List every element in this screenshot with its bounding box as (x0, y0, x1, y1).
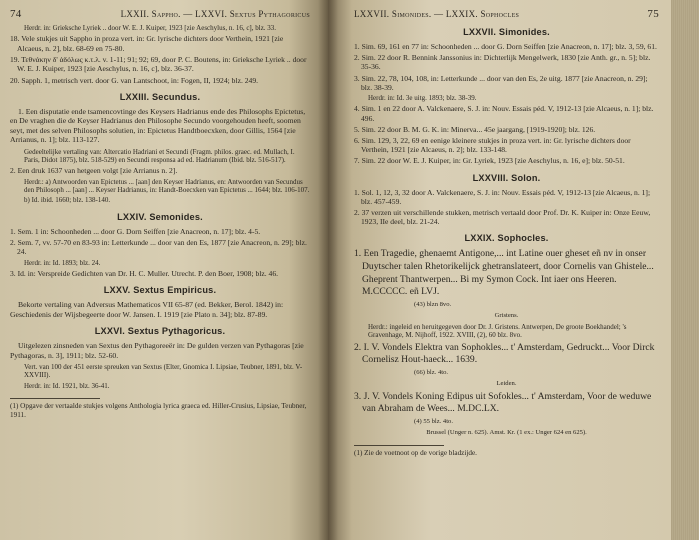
top-line: 18. Vele stukjes uit Sappho in proza vert. in: Gr. lyrische dichters door Verthein, 1921 [zie Alcaeus, n. 2], blz. 68-69 en 75-80. (10, 34, 284, 53)
secundus-note: Gedeeltelijke vertaling van: Altercatio Hadriani et Secundi (Fragm. philos. graec. ed. Mullach, I. Paris, Didot 1875), blz. 518-529) en Secundi responsa ad ed. Hadrianum (Ibid. blz. 516-517). (24, 147, 295, 164)
right-running-head (354, 8, 659, 20)
sophocles-entry: 2. I. V. Vondels Elektra van Sophokles... t' Amsterdam, Gedruckt... Voor Dirck Cornelisz Hout-haeck... 1639. (354, 341, 655, 366)
semonides-entry: 1. Sem. 1 in: Schoonheden ... door G. Dorn Seiffen [zie Anacreon, n. 17]; blz. 4-5. (10, 226, 261, 236)
sophocles-entry: 1. Een Tragedie, ghenaemt Antigone,... int Latine ouer gheset eñ nv in onser Duytscher talen Rhetorikelijck ghetranslateert, door Cornelis van Ghistele... Gheprent Thantwerpen... Bi my Symon Cock. Int iaer ons Heeren. M.CCCCC. eñ LVJ. (354, 248, 654, 298)
left-footnote: (1) Opgave der vertaalde stukjes volgens Anthologia lyrica graeca ed. Hiller-Crusius, Lipsiae, Teubner, 1911. (10, 402, 307, 420)
right-footnote: (1) Zie de voetnoot op de vorige bladzijde. (354, 449, 477, 458)
left-page-number: 74 (10, 8, 22, 20)
sophocles-note: (43) blzn 8vo. (414, 300, 452, 308)
simonides-entry: 4. Sim. 1 en 22 door A. Valckenaere, S. J. in: Nouv. Essais péd. V, 1912-13 [zie Alcaeus, n. 1]; blz. 496. (354, 104, 654, 123)
solon-entry: 1. Sol. 1, 12, 3, 32 door A. Valckenaere, S. J. in: Nouv. Essais péd. V, 1912-13 [zie Alcaeus, n. 1]; blz. 457-459. (354, 187, 651, 206)
right-running-title: LXXVII. Simonides. — LXXIX. Sophocles (354, 9, 520, 19)
sophocles-herdr: Herdr.: ingeleid en heruitgegeven door Dr. J. Gristens. Antwerpen, De groote Boekhandel; 's Gravenhage, M. Nijhoff, 1922. XVIII, (2), 60 blz. 8vo. (368, 322, 627, 340)
simonides-entry: 1. Sim. 69, 161 en 77 in: Schoonheden ... door G. Dorn Seiffen [zie Anacreon, n. 17]; blz. 3, 59, 61. (354, 42, 657, 51)
footnote-rule (10, 398, 100, 399)
simonides-herdr: Herdr. in: Id. 3e uitg. 1893; blz. 38-39. (368, 94, 477, 103)
semonides-entry: 2. Sem. 7, vv. 57-70 en 83-93 in: Letterkunde ... door van den Es, 1877 [zie Anacreon, n. 29]; blz. 24. (10, 238, 307, 257)
sophocles-note: (4) 55 blz. 4to. (414, 418, 454, 426)
secundus-herdr: Herdr.: a) Antwoorden van Epictetus ... [aan] den Keyser Hadrianus, en: Antwoorden van Secundus den Philosoph ... [aan] ... Keyser Hadrianus, in: Handt-Boecxken van Epictetus ... 1644; blz. 106-107. (24, 177, 310, 195)
section-heading-sextus-pythagoricus: LXXVI. Sextus Pythagoricus. (94, 326, 226, 337)
sextus-pythagoricus-entry: Uitgelezen zinsneden van Sextus den Pythagoreeër in: De gulden verzen van Pythagoras [zie Pythagoras, n. 3], 1911; blz. 52-60. (10, 341, 304, 360)
left-running-head (10, 8, 310, 20)
top-line: Herdr. in: Grieksche Lyriek .. door W. E. J. Kuiper, 1923 [zie Aeschylus, n. 16, c], blz. 33. (24, 24, 277, 32)
sophocles-entry: 3. J. V. Vondels Koning Edipus uit Sofokles... t' Amsterdam, Voor de weduwe van Abraham de Wees... M.DC.LX. (354, 390, 652, 415)
sophocles-note: Brussel (Unger n. 625). Amst. Kr. (1 ex.: Unger 624 en 625). (426, 429, 587, 437)
page-edges (671, 0, 699, 540)
simonides-entry: 3. Sim. 22, 78, 104, 108, in: Letterkunde ... door van den Es, 2e uitg. 1877 [zie Anacreon, n. 29]; blz. 38-39. (354, 73, 648, 92)
sophocles-note: Gristens. (494, 311, 519, 319)
section-heading-semonides: LXXIV. Semonides. (117, 211, 203, 222)
sophocles-note: (66) blz. 4to. (414, 368, 449, 376)
sophocles-note: Leiden. (496, 379, 517, 387)
semonides-entry: 3. Id. in: Verspreide Gedichten van Dr. H. C. Muller. Utrecht. P. den Boer, 1908; blz. 46. (10, 269, 279, 279)
simonides-entry: 2. Sim. 22 door R. Bennink Janssonius in: Dichterlijk Mengelwerk, 1830 [zie Anth. gr., n. 5]; blz. 35-36. (354, 53, 651, 72)
top-line: 19. Τεθνάκην δ' ἀδόλως κ.τ.λ. v. 1-11; 91; 92; 69, door P. C. Boutens, in: Grieksche Lyriek .. door W. E. J. Kuiper, 1923 [zie Aeschylus, n. 16, c], blz. 36-37. (10, 55, 307, 74)
solon-entry: 2. 37 verzen uit verschillende stukken, metrisch vertaald door Prof. Dr. K. Kuiper in: Onze Eeuw, 1923, IIe deel, blz. 21-24. (354, 208, 651, 227)
section-heading-sextus-empiricus: LXXV. Sextus Empiricus. (103, 285, 217, 296)
top-line: 20. Sapph. 1, metrisch vert. door G. van Lantschoot, in: Fogen, II, 1924; blz. 249. (10, 75, 259, 85)
right-page-number: 75 (647, 8, 659, 20)
right-page (328, 0, 671, 540)
left-page (0, 0, 328, 540)
section-heading-simonides: LXXVII. Simonides. (463, 27, 550, 37)
secundus-herdr: b) Id. ibid. 1660; blz. 138-140. (24, 196, 111, 205)
simonides-entry: 5. Sim. 22 door B. M. G. K. in: Minerva... 45e jaargang, [1919-1920]; blz. 126. (354, 124, 596, 134)
section-heading-sophocles: LXXIX. Sophocles. (464, 233, 549, 244)
simonides-entry: 7. Sim. 22 door W. E. J. Kuiper, in: Gr. Lyriek, 1923 [zie Aeschylus, n. 16, e]; blz. 50-51. (354, 156, 625, 166)
sextus-empiricus-entry: Bekorte vertaling van Adversus Mathematicos VII 65-87 (ed. Bekker, Berol. 1842) in: Geschiedenis der Wijsbegeerte door W. Jansen. I. 1919 [zie Plato n. 34]; blz. 87-89. (10, 300, 284, 319)
sextus-pythagoricus-herdr: Herdr. in: Id. 1921, blz. 36-41. (24, 381, 110, 390)
simonides-entry: 6. Sim. 129, 3, 22, 69 en eenige kleinere stukjes in proza vert. in: Gr. lyrische dichters door Verthein, 1921 [zie Alcaeus, n. 2]; blz. 133-148. (354, 136, 631, 155)
semonides-herdr: Herdr. in: Id. 1893; blz. 24. (24, 258, 101, 267)
footnote-rule (354, 445, 444, 446)
sextus-pythagoricus-note: Vert. van 100 der 451 eerste spreuken van Sextus (Elter, Gnomica I. Lipsiae, Teubner, 1891, blz. V-XXVIII). (24, 363, 303, 380)
section-heading-solon: LXXVIII. Solon. (472, 172, 541, 183)
secundus-entry: 2. Een druk 1637 van hetgeen volgt [zie Arrianus n. 2]. (10, 166, 178, 176)
secundus-entry: 1. Een disputatie ende tsamencovtinge des Keysers Hadrianus ende des Philosophs Epictetus, en De vraghen die de Keyser Hadrianus den Philosophe Secundo voorgehouden heeft, soomen seyt, met des selven Philosophs solutien, in: Epictetus Handtboecxken, door Gillis, 1564 [zie Arrianus, n. 1]; blz. 113-127. (10, 106, 306, 145)
section-heading-secundus: LXXIII. Secundus. (119, 91, 201, 102)
left-running-title: LXXII. Sappho. — LXXVI. Sextus Pythagoricus (120, 9, 310, 19)
